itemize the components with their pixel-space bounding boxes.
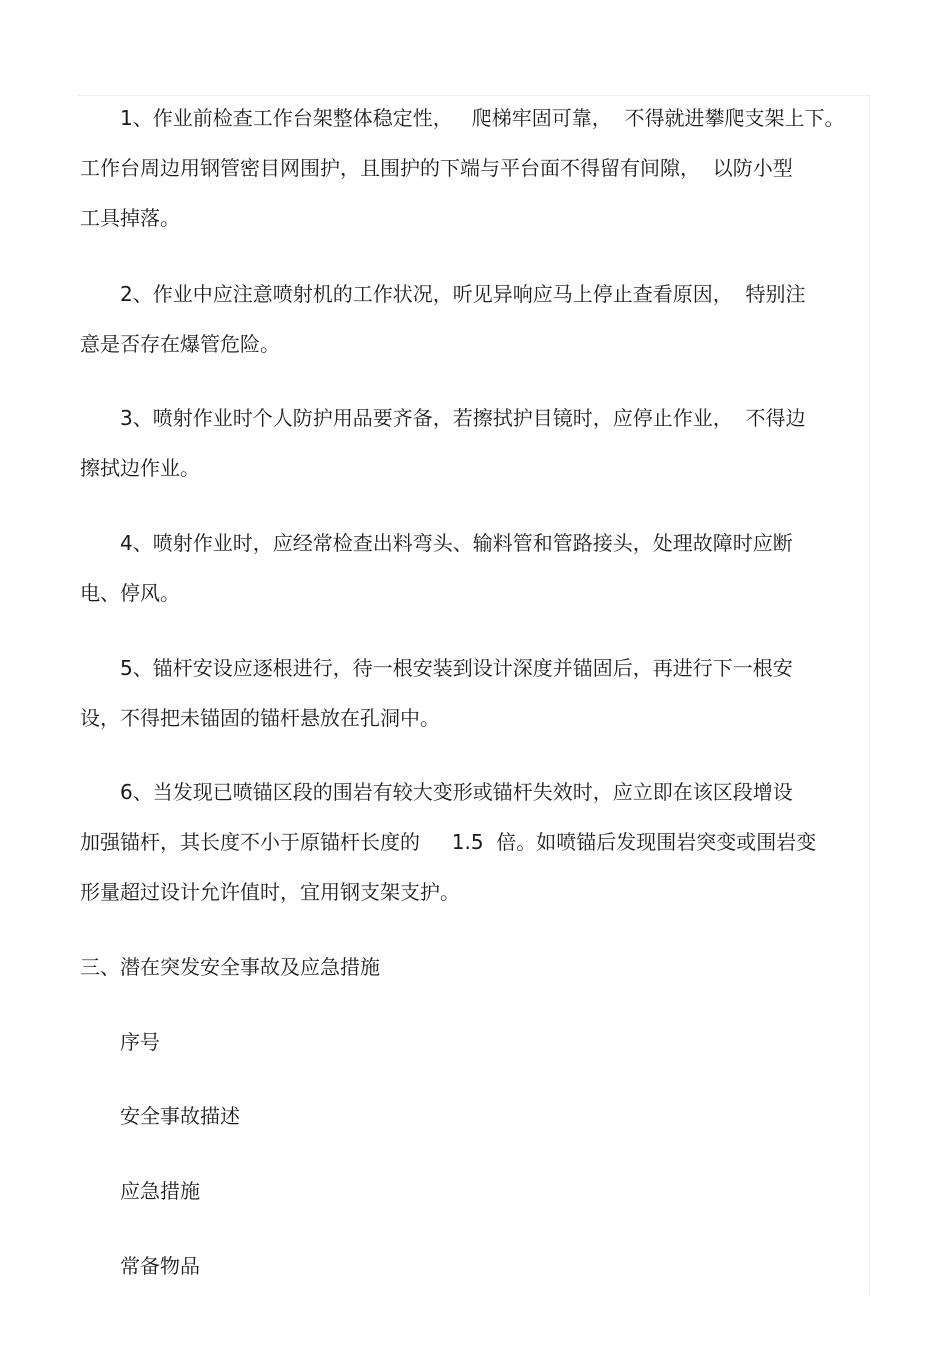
table-header-incident-description: 安全事故描述: [120, 1104, 240, 1128]
paragraph-4-line-1: 4、喷射作业时，应经常检查出料弯头、输料管和管路接头，处理故障时应断: [120, 531, 793, 555]
paragraph-1-line-2: 工作台周边用钢管密目网围护，且围护的下端与平台面不得留有间隙， 以防小型: [80, 156, 793, 180]
paragraph-6-line-2: 加强锚杆，其长度不小于原锚杆长度的 1.5 倍。如喷锚后发现围岩突变或围岩变: [80, 830, 817, 854]
section-heading: 三、潜在突发安全事故及应急措施: [80, 955, 380, 979]
table-header-emergency-measures: 应急措施: [120, 1179, 200, 1203]
table-header-supplies: 常备物品: [120, 1254, 200, 1278]
table-header-index: 序号: [120, 1030, 160, 1054]
paragraph-2-line-2: 意是否存在爆管危险。: [80, 332, 280, 356]
paragraph-4-line-2: 电、停风。: [80, 581, 180, 605]
paragraph-2-line-1: 2、作业中应注意喷射机的工作状况，听见异响应马上停止查看原因， 特别注: [120, 282, 806, 306]
paragraph-5-line-2: 设，不得把未锚固的锚杆悬放在孔洞中。: [80, 706, 440, 730]
paragraph-1-line-1: 1、作业前检查工作台架整体稳定性， 爬梯牢固可靠， 不得就进攀爬支架上下。: [120, 106, 845, 130]
paragraph-6-line-1: 6、当发现已喷锚区段的围岩有较大变形或锚杆失效时，应立即在该区段增设: [120, 780, 793, 804]
paragraph-5-line-1: 5、锚杆安设应逐根进行，待一根安装到设计深度并锚固后，再进行下一根安: [120, 656, 793, 680]
paragraph-1-line-3: 工具掉落。: [80, 206, 180, 230]
paragraph-6-line-3: 形量超过设计允许值时，宜用钢支架支护。: [80, 880, 460, 904]
paragraph-3-line-2: 擦拭边作业。: [80, 456, 200, 480]
paragraph-3-line-1: 3、喷射作业时个人防护用品要齐备，若擦拭护目镜时，应停止作业， 不得边: [120, 406, 806, 430]
